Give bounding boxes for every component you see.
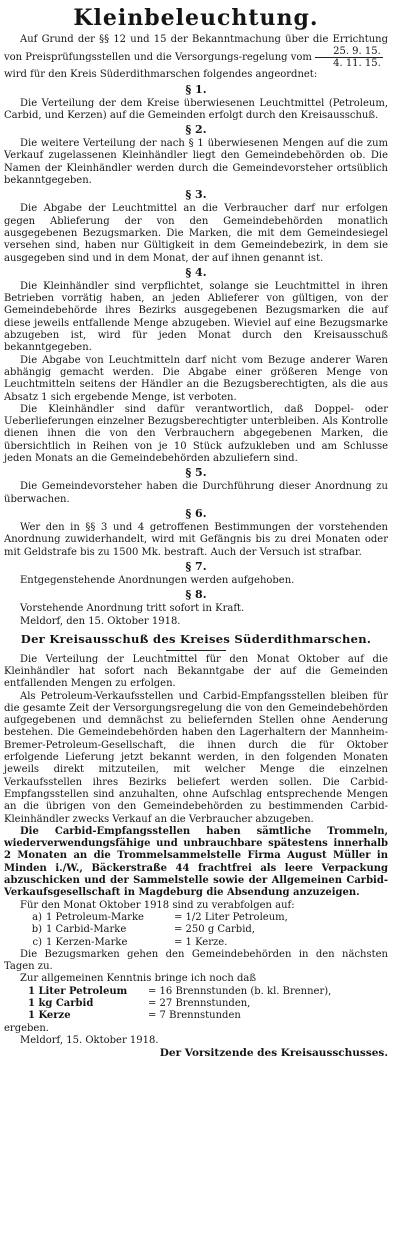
ration-row <box>4 937 388 949</box>
intro-order: wird für den Kreis Süderdithmarschen folgendes angeordnet: <box>4 69 318 81</box>
regulation-date-fraction <box>315 46 383 69</box>
equivalent-value: = 16 Brennstunden (b. kl. Brenner), <box>148 985 332 997</box>
ration-item: 1 Petroleum-Marke <box>46 911 144 923</box>
section-number: § 5. <box>185 466 207 480</box>
intro-text: Auf Grund der §§ 12 und 15 der Bekanntmachung über die Errichtung von Preisprüfungsstellen und die Versorgungs-regelung vom <box>4 34 388 64</box>
intro-paragraph <box>4 34 388 69</box>
page-title: Kleinbeleuchtung. <box>73 5 319 31</box>
ration-amount: = 250 g Carbid, <box>174 924 255 936</box>
notice-section <box>4 654 388 912</box>
equivalent-item: 1 Liter Petroleum <box>28 985 128 997</box>
chairman-signature: Der Vorsitzende des Kreisausschusses. <box>159 1047 388 1060</box>
section-paragraph: Entgegenstehende Anordnungen werden aufgehoben. <box>20 574 295 586</box>
place-date-2: Meldorf, 15. Oktober 1918. <box>20 1034 159 1046</box>
notice-ergeben: ergeben. <box>4 1022 49 1034</box>
ration-row <box>4 912 388 924</box>
section-paragraph: Die Verteilung der dem Kreise überwiesenen Leuchtmittel (Petroleum, Carbid, und Kerzen) auf die Gemeinden erfolgt durch den Kreisausschuß. <box>4 97 388 121</box>
ration-label: a) <box>32 911 42 923</box>
section-number: § 4. <box>185 265 207 279</box>
ration-row <box>4 924 388 936</box>
section-paragraph: Die Abgabe von Leuchtmitteln darf nicht vom Bezuge anderer Waren abhängig gemacht werden. Die Abgabe einer größeren Menge von Leuchtmitteln seitens der Händler an die Bezugsberechtigten, als die aus Absatz 1 sich ergebende Menge, ist verboten. <box>4 354 388 403</box>
equivalent-value: = 7 Brennstunden <box>148 1010 241 1022</box>
equivalent-row <box>4 1010 388 1022</box>
section-paragraph: Wer den in §§ 3 und 4 getroffenen Bestimmungen der vorstehenden Anordnung zuwiderhandelt, wird mit Gefängnis bis zu drei Monaten oder mit Geldstrafe bis zu 1500 Mk. bestraft. Auch der Versuch ist strafbar. <box>4 521 388 558</box>
section-number: § 1. <box>185 82 207 96</box>
notice-after: Die Bezugsmarken gehen den Gemeindebehörden in den nächsten Tagen zu. <box>4 948 388 973</box>
equivalent-indent <box>4 998 28 1010</box>
equivalent-item: 1 Kerze <box>28 1010 71 1022</box>
section-paragraph: Vorstehende Anordnung tritt sofort in Kraft. <box>20 603 245 615</box>
sections-container <box>4 83 388 616</box>
regulation-date-top: 25. 9. 15. <box>315 46 383 58</box>
section-paragraph: Die Abgabe der Leuchtmittel an die Verbraucher darf nur erfolgen gegen Ablieferung der von den Gemeindebehörden monatlich ausgegebenen Bezugsmarken. Die Marken, die mit dem Gemeindesiegel versehen sind, haben nur Gültigkeit in dem Gemeindebezirk, in dem sie ausgegeben sind und in dem Monat, der auf ihnen genannt ist. <box>4 203 388 264</box>
section-paragraph: Die Kleinhändler sind verpflichtet, solange sie Leuchtmittel in ihren Betrieben vorrätig haben, an jeden Ablieferer von gültigen, von der Gemeindebehörde ihres Bezirks ausgegebenen Bezugsmarken die auf diese jeweils entfallende Menge abzugeben. Wieviel auf eine Bezugsmarke abzugeben ist, wird für jeden Monat durch den Kreisausschuß bekanntgegeben. <box>4 280 388 354</box>
ration-label: c) <box>32 936 42 948</box>
section-number: § 3. <box>185 188 207 202</box>
section-number: § 7. <box>185 559 207 573</box>
section-paragraph: Die Kleinhändler sind dafür verantwortlich, daß Doppel- oder Ueberlieferungen einzelner Bezugsberechtigter unterbleiben. Als Kontrolle dienen ihnen die von den Verbrauchern abgegebenen Marken, die übersichtlich in Reihen von je 10 Stück aufzukleben und am Schlusse jeden Monats an die Gemeindebehörden abzuliefern sind. <box>4 403 388 465</box>
section-paragraph: Die Gemeindevorsteher haben die Durchführung dieser Anordnung zu überwachen. <box>4 481 388 505</box>
ration-table <box>4 912 388 949</box>
section-paragraph: Die weitere Verteilung der nach § 1 überwiesenen Mengen auf die zum Verkauf zugelassenen Kleinhändler liegt den Gemeindebehörden ob. Die Namen der Kleinhändler werden durch die Gemeindevorsteher ortsüblich bekanntgegeben. <box>4 138 388 187</box>
ration-amount: = 1/2 Liter Petroleum, <box>174 911 288 923</box>
equivalent-indent <box>4 986 28 998</box>
notice-paragraph: Die Carbid-Empfangsstellen haben sämtliche Trommeln, wiederverwendungsfähige und unbrauchbare spätestens innerhalb 2 Monaten an die Trommelsammelstelle Firma August Müller in Minden i./W., Bäckerstraße 44 frachtfrei als leere Verpackung abzuschicken und der Sammelstelle sowie der Allgemeinen Carbid-Verkaufsgesellschaft in Magdeburg die Absendung anzuzeigen. <box>4 825 388 899</box>
divider-rule <box>166 650 226 651</box>
ration-item: 1 Kerzen-Marke <box>46 936 128 948</box>
regulation-date-bottom: 4. 11. 15. <box>333 58 381 70</box>
place-date-1: Meldorf, den 15. Oktober 1918. <box>20 616 181 628</box>
equivalent-indent <box>4 1010 28 1022</box>
equivalent-row <box>4 986 388 998</box>
notice-kenntnis: Zur allgemeinen Kenntnis bringe ich noch daß <box>20 973 257 985</box>
ration-amount: = 1 Kerze. <box>174 936 228 948</box>
section-number: § 6. <box>185 506 207 520</box>
section-number: § 8. <box>185 588 207 602</box>
equivalent-value: = 27 Brennstunden, <box>148 998 251 1009</box>
ration-label: b) <box>31 924 42 936</box>
notice-paragraph: Für den Monat Oktober 1918 sind zu verabfolgen auf: <box>20 899 295 911</box>
equivalent-item: 1 kg Carbid <box>28 998 94 1009</box>
ration-item: 1 Carbid-Marke <box>46 924 127 936</box>
notice-paragraph: Als Petroleum-Verkaufsstellen und Carbid-Empfangsstellen bleiben für die gesamte Zeit der Versorgungsregelung die von den Gemeindebehörden aufgegebenen und demnächst zu beliefernden Stellen ohne Aenderung bestehen. Die Gemeindebehörden haben den Lagerhaltern der Mannheim-Bremer-Petroleum-Gesellschaft, die ihnen durch die für Oktober erfolgende Lieferung jetzt bekannt werden, in den folgenden Monaten jeweils direkt mitzuteilen, mit welcher Menge die einzelnen Verkaufsstellen ihres Bezirks beliefert werden sollen. Die Carbid-Empfangsstellen sind anzuhalten, ohne Aufschlag entsprechende Mengen an die übrigen von den Gemeindebehörden zu bestimmenden Carbid-Kleinhändler zwecks Verkauf an die Verbraucher abzugeben. <box>4 690 388 825</box>
equivalent-row <box>4 998 388 1010</box>
section-number: § 2. <box>185 123 207 137</box>
authority-signature: Der Kreisausschuß des Kreises Süderdithmarschen. <box>20 631 372 646</box>
notice-paragraph: Die Verteilung der Leuchtmittel für den Monat Oktober auf die Kleinhändler hat sofort nach Bekanntgabe der auf die Gemeinden entfallenden Mengen zu erfolgen. <box>4 653 388 690</box>
equivalents-table <box>4 986 388 1023</box>
